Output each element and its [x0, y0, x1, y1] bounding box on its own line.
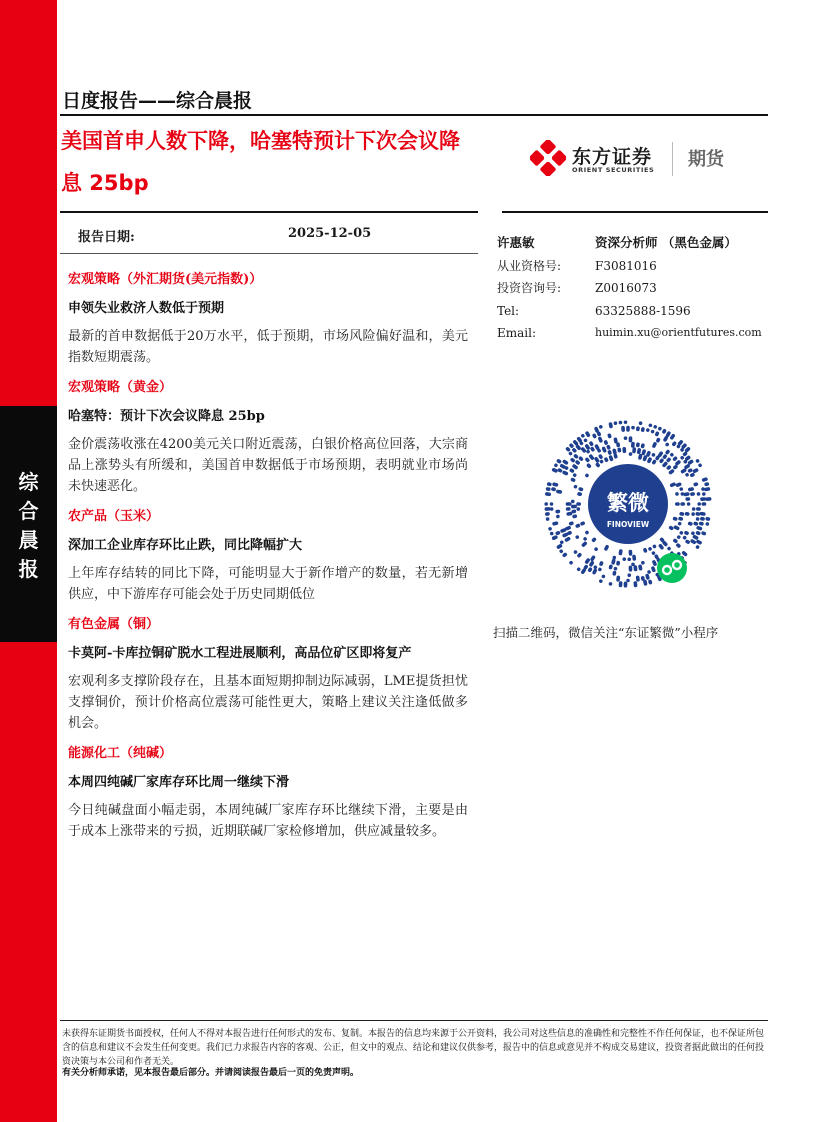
side-char: 合 — [18, 499, 39, 523]
section-heading: 宏观策略（外汇期货(美元指数)） — [68, 272, 263, 287]
section-subheading: 申领失业救济人数低于预期 — [68, 301, 225, 316]
section-fx — [68, 270, 468, 368]
analyst-row — [497, 255, 777, 278]
section-corn — [68, 507, 468, 605]
qr-center-text: 繁微 — [607, 491, 649, 515]
section-body: 最新的首申数据低于20万水平，低于预期，市场风险偏好温和，美元指数短期震荡。 — [68, 329, 468, 365]
analyst-field-label: 投资咨询号: — [497, 281, 562, 295]
analyst-name: 许惠敏 — [497, 235, 535, 250]
section-soda-ash — [68, 744, 468, 842]
section-heading: 有色金属（铜） — [68, 617, 160, 632]
side-char: 晨 — [18, 528, 39, 552]
report-title — [61, 120, 491, 204]
section-subheading: 深加工企业库存环比止跌，同比降幅扩大 — [68, 538, 303, 553]
document-type: 日度报告——综合晨报 — [62, 90, 253, 112]
report-date-value: 2025-12-05 — [288, 226, 372, 241]
title-line-2: 息 25bp — [61, 171, 149, 195]
title-line-1: 美国首申人数下降，哈塞特预计下次会议降 — [61, 129, 460, 153]
company-logo — [530, 140, 770, 180]
strategy-sections — [68, 270, 468, 842]
analyst-header-row — [497, 232, 777, 255]
logo-divider — [672, 142, 673, 176]
analyst-field-value: Z0016073 — [595, 281, 657, 295]
analyst-field-label: Email: — [497, 326, 537, 340]
analyst-field-value: F3081016 — [595, 258, 657, 273]
section-heading: 能源化工（纯碱） — [68, 746, 173, 761]
wechat-qr-code[interactable] — [542, 418, 714, 590]
section-body: 金价震荡收涨在4200美元关口附近震荡，白银价格高位回落，大宗商品上涨势头有所缓和，美国首申数据低于市场预期，表明就业市场尚未快速恶化。 — [68, 437, 468, 494]
analyst-field-value: 63325888-1596 — [595, 303, 691, 318]
section-subheading: 本周四纯碱厂家库存环比周一继续下滑 — [68, 775, 290, 790]
logo-top-rule — [502, 114, 768, 116]
logo-name-cn: 东方证券 — [572, 146, 653, 168]
logo-futures-label: 期货 — [688, 149, 724, 170]
section-heading: 农产品（玉米） — [68, 509, 160, 524]
disclaimer-text: 未获得东证期货书面授权，任何人不得对本报告进行任何形式的发布、复制。本报告的信息均来源于公开资料，我公司对这些信息的准确性和完整性不作任何保证，也不保证所包含的信息和建议不会发生任何变更。我们已力求报告内容的客观、公正，但文中的观点、结论和建议仅供参考，报告中的信息或意见并不构成交易建议，投资者据此做出的任何投资决策与本公司和作者无关。 — [62, 1029, 765, 1067]
analyst-field-label: Tel: — [497, 303, 520, 318]
section-gold — [68, 378, 468, 497]
section-body: 上年库存结转的同比下降，可能明显大于新作增产的数量，若无新增供应，中下游库存可能会处于历史同期低位 — [68, 566, 468, 602]
analyst-row — [497, 322, 777, 345]
analyst-row — [497, 277, 777, 300]
section-subheading: 卡莫阿-卡库拉铜矿脱水工程进展顺利，高品位矿区即将复产 — [68, 646, 412, 661]
section-copper — [68, 615, 468, 734]
analyst-notice: 有关分析师承诺，见本报告最后部分。并请阅读报告最后一页的免责声明。 — [62, 1068, 360, 1078]
section-heading: 宏观策略（黄金） — [68, 380, 173, 395]
title-bottom-rule — [60, 211, 478, 213]
section-body: 今日纯碱盘面小幅走弱，本周纯碱厂家库存环比继续下滑，主要是由于成本上涨带来的亏损，近期联碱厂家检修增加，供应减量较多。 — [68, 803, 468, 839]
analyst-row — [497, 300, 777, 323]
section-body: 宏观利多支撑阶段存在，且基本面短期抑制边际减弱，LME提货担忧支撑铜价，预计价格高位震荡可能性更大，策略上建议关注逢低做多机会。 — [68, 674, 468, 731]
report-date-label: 报告日期: — [78, 230, 135, 245]
side-category-label — [0, 468, 57, 584]
analyst-role: 资深分析师 （黑色金属） — [595, 235, 737, 250]
logo-bottom-rule — [502, 211, 768, 213]
date-rule — [60, 253, 478, 254]
analyst-info — [497, 232, 777, 345]
footer-rule — [60, 1020, 768, 1021]
logo-name-en: ORIENT SECURITIES — [572, 166, 655, 174]
qr-code-icon — [542, 418, 714, 590]
logo-mark-icon — [530, 140, 566, 176]
side-char: 综 — [18, 470, 39, 494]
qr-caption: 扫描二维码，微信关注“东证繁微”小程序 — [493, 625, 719, 640]
section-subheading: 哈塞特：预计下次会议降息 25bp — [68, 409, 265, 424]
analyst-email[interactable]: huimin.xu@orientfutures.com — [595, 326, 762, 339]
side-char: 报 — [18, 557, 39, 581]
qr-brand-text: FINOVIEW — [606, 520, 650, 529]
analyst-field-label: 从业资格号: — [497, 258, 562, 273]
